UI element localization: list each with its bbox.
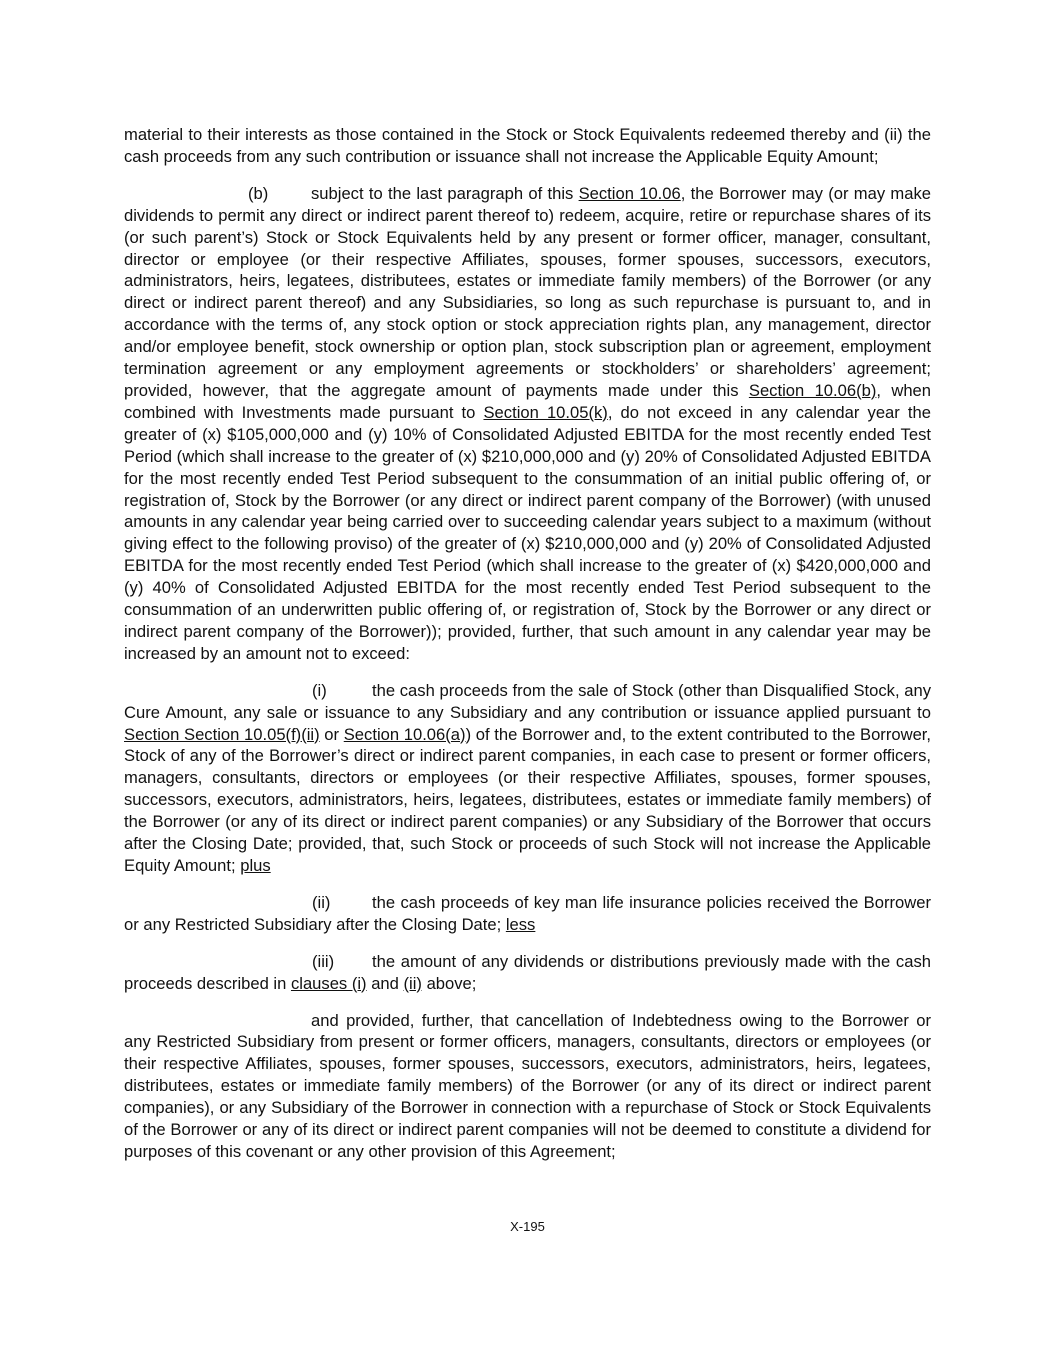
clause-label-b: (b) [248,183,269,203]
page-number: X-195 [510,1219,545,1234]
paragraph-i: (i) the cash proceeds from the sale of Stock (other than Disqualified Stock, any Cure Amount, any sale or issuance to any Subsidiary and any contribution or issuance applied pursuant to Section Section 10.05(f)(ii) or Section 10.06(a)) of the Borrower and, to the extent contributed to the Borrower, Stock of any of the Borrower’s direct or indirect parent companies, in each case to present or former officers, managers, consultants, directors or employees (or their respective Affiliates, spouses, former spouses, successors, executors, administrators, heirs, legatees, distributees, estates or immediate family members) of the Borrower (or any of its direct or indirect parent companies) or any Subsidiary of the Borrower that occurs after the Closing Date; provided, that, such Stock or proceeds of such Stock will not increase the Applicable Equity Amount; plus [124,680,932,875]
section-reference: Section Section 10.05(f)(ii) [124,724,320,744]
section-reference: Section 10.06 [578,183,681,203]
clause-label-i: (i) [312,680,327,700]
paragraph-proviso: and provided, further, that cancellation of Indebtedness owing to the Borrower or any Restricted Subsidiary from present or former officers, managers, consultants, directors or employees (or their respective Affiliates, spouses, former spouses, successors, executors, administrators, heirs, legatees, distributees, estates or immediate family members) of the Borrower (or any of its direct or indirect parent companies), or any Subsidiary of the Borrower in connection with a repurchase of Stock or Stock Equivalents of the Borrower or any of its direct or indirect parent companies will not be deemed to constitute a dividend for purposes of this covenant or any other provision of this Agreement; [124,1010,931,1161]
paragraph-b: (b) subject to the last paragraph of this Section 10.06, the Borrower may (or may make dividends to permit any direct or indirect parent thereof to) redeem, acquire, retire or repurchase shares of its (or such parent’s) Stock or Stock Equivalents held by any present or former officer, manager, consultant, director or employee (or their respective Affiliates, spouses, former spouses, successors, executors, administrators, heirs, legatees, distributees, estates or immediate family members) of the Borrower (or any direct or indirect parent thereof) and any Subsidiaries, so long as such repurchase is pursuant to, and in accordance with the terms of, any stock option or stock appreciation rights plan, any management, director and/or employee benefit, stock ownership or option plan, stock subscription plan or agreement, employment termination agreement or any employment agreements or stockholders’ or shareholders’ agreement; provided, however, that the aggregate amount of payments made under this Section 10.06(b), when combined with Investments made pursuant to Section 10.05(k), do not exceed in any calendar year the greater of (x) $105,000,000 and (y) 10% of Consolidated Adjusted EBITDA for the most recently ended Test Period (which shall increase to the greater of (x) $210,000,000 and (y) 20% of Consolidated Adjusted EBITDA for the most recently ended Test Period subsequent to the consummation of an initial public offering of, or registration of, Stock by the Borrower (or any direct or indirect parent company of the Borrower) (with unused amounts in any calendar year being carried over to succeeding calendar years subject to a maximum (without giving effect to the following proviso) of the greater of (x) $210,000,000 and (y) 20% of Consolidated Adjusted EBITDA for the most recently ended Test Period (which shall increase to the greater of (x) $420,000,000 and (y) 40% of Consolidated Adjusted EBITDA for the most recently ended Test Period subsequent to the consummation of an underwritten public offering of, or registration of, Stock by the Borrower or any direct or indirect parent company of the Borrower)); provided, further, that such amount in any calendar year may be increased by an amount not to exceed: [124,183,932,663]
clause-reference: (ii) [403,973,422,993]
paragraph-continuation: material to their interests as those contained in the Stock or Stock Equivalents redeemed thereby and (ii) the cash proceeds from any such contribution or issuance shall not increase the Applicable Equity Amount; [124,125,931,166]
paragraph-ii: (ii) the cash proceeds of key man life insurance policies received the Borrower or any Restricted Subsidiary after the Closing Date; less [124,892,931,934]
section-reference: Section 10.05(k) [483,402,608,422]
less-keyword: less [505,914,536,934]
clause-reference: clauses (i) [290,973,367,993]
section-reference: Section 10.06(a) [343,724,466,744]
document-body [124,124,931,1178]
paragraph-iii: (iii) the amount of any dividends or distributions previously made with the cash proceeds described in clauses (i) and (ii) above; [124,951,931,993]
clause-label-ii: (ii) [312,892,331,912]
section-reference: Section 10.06(b) [748,380,877,400]
plus-keyword: plus [240,856,271,875]
clause-label-iii: (iii) [312,951,335,971]
